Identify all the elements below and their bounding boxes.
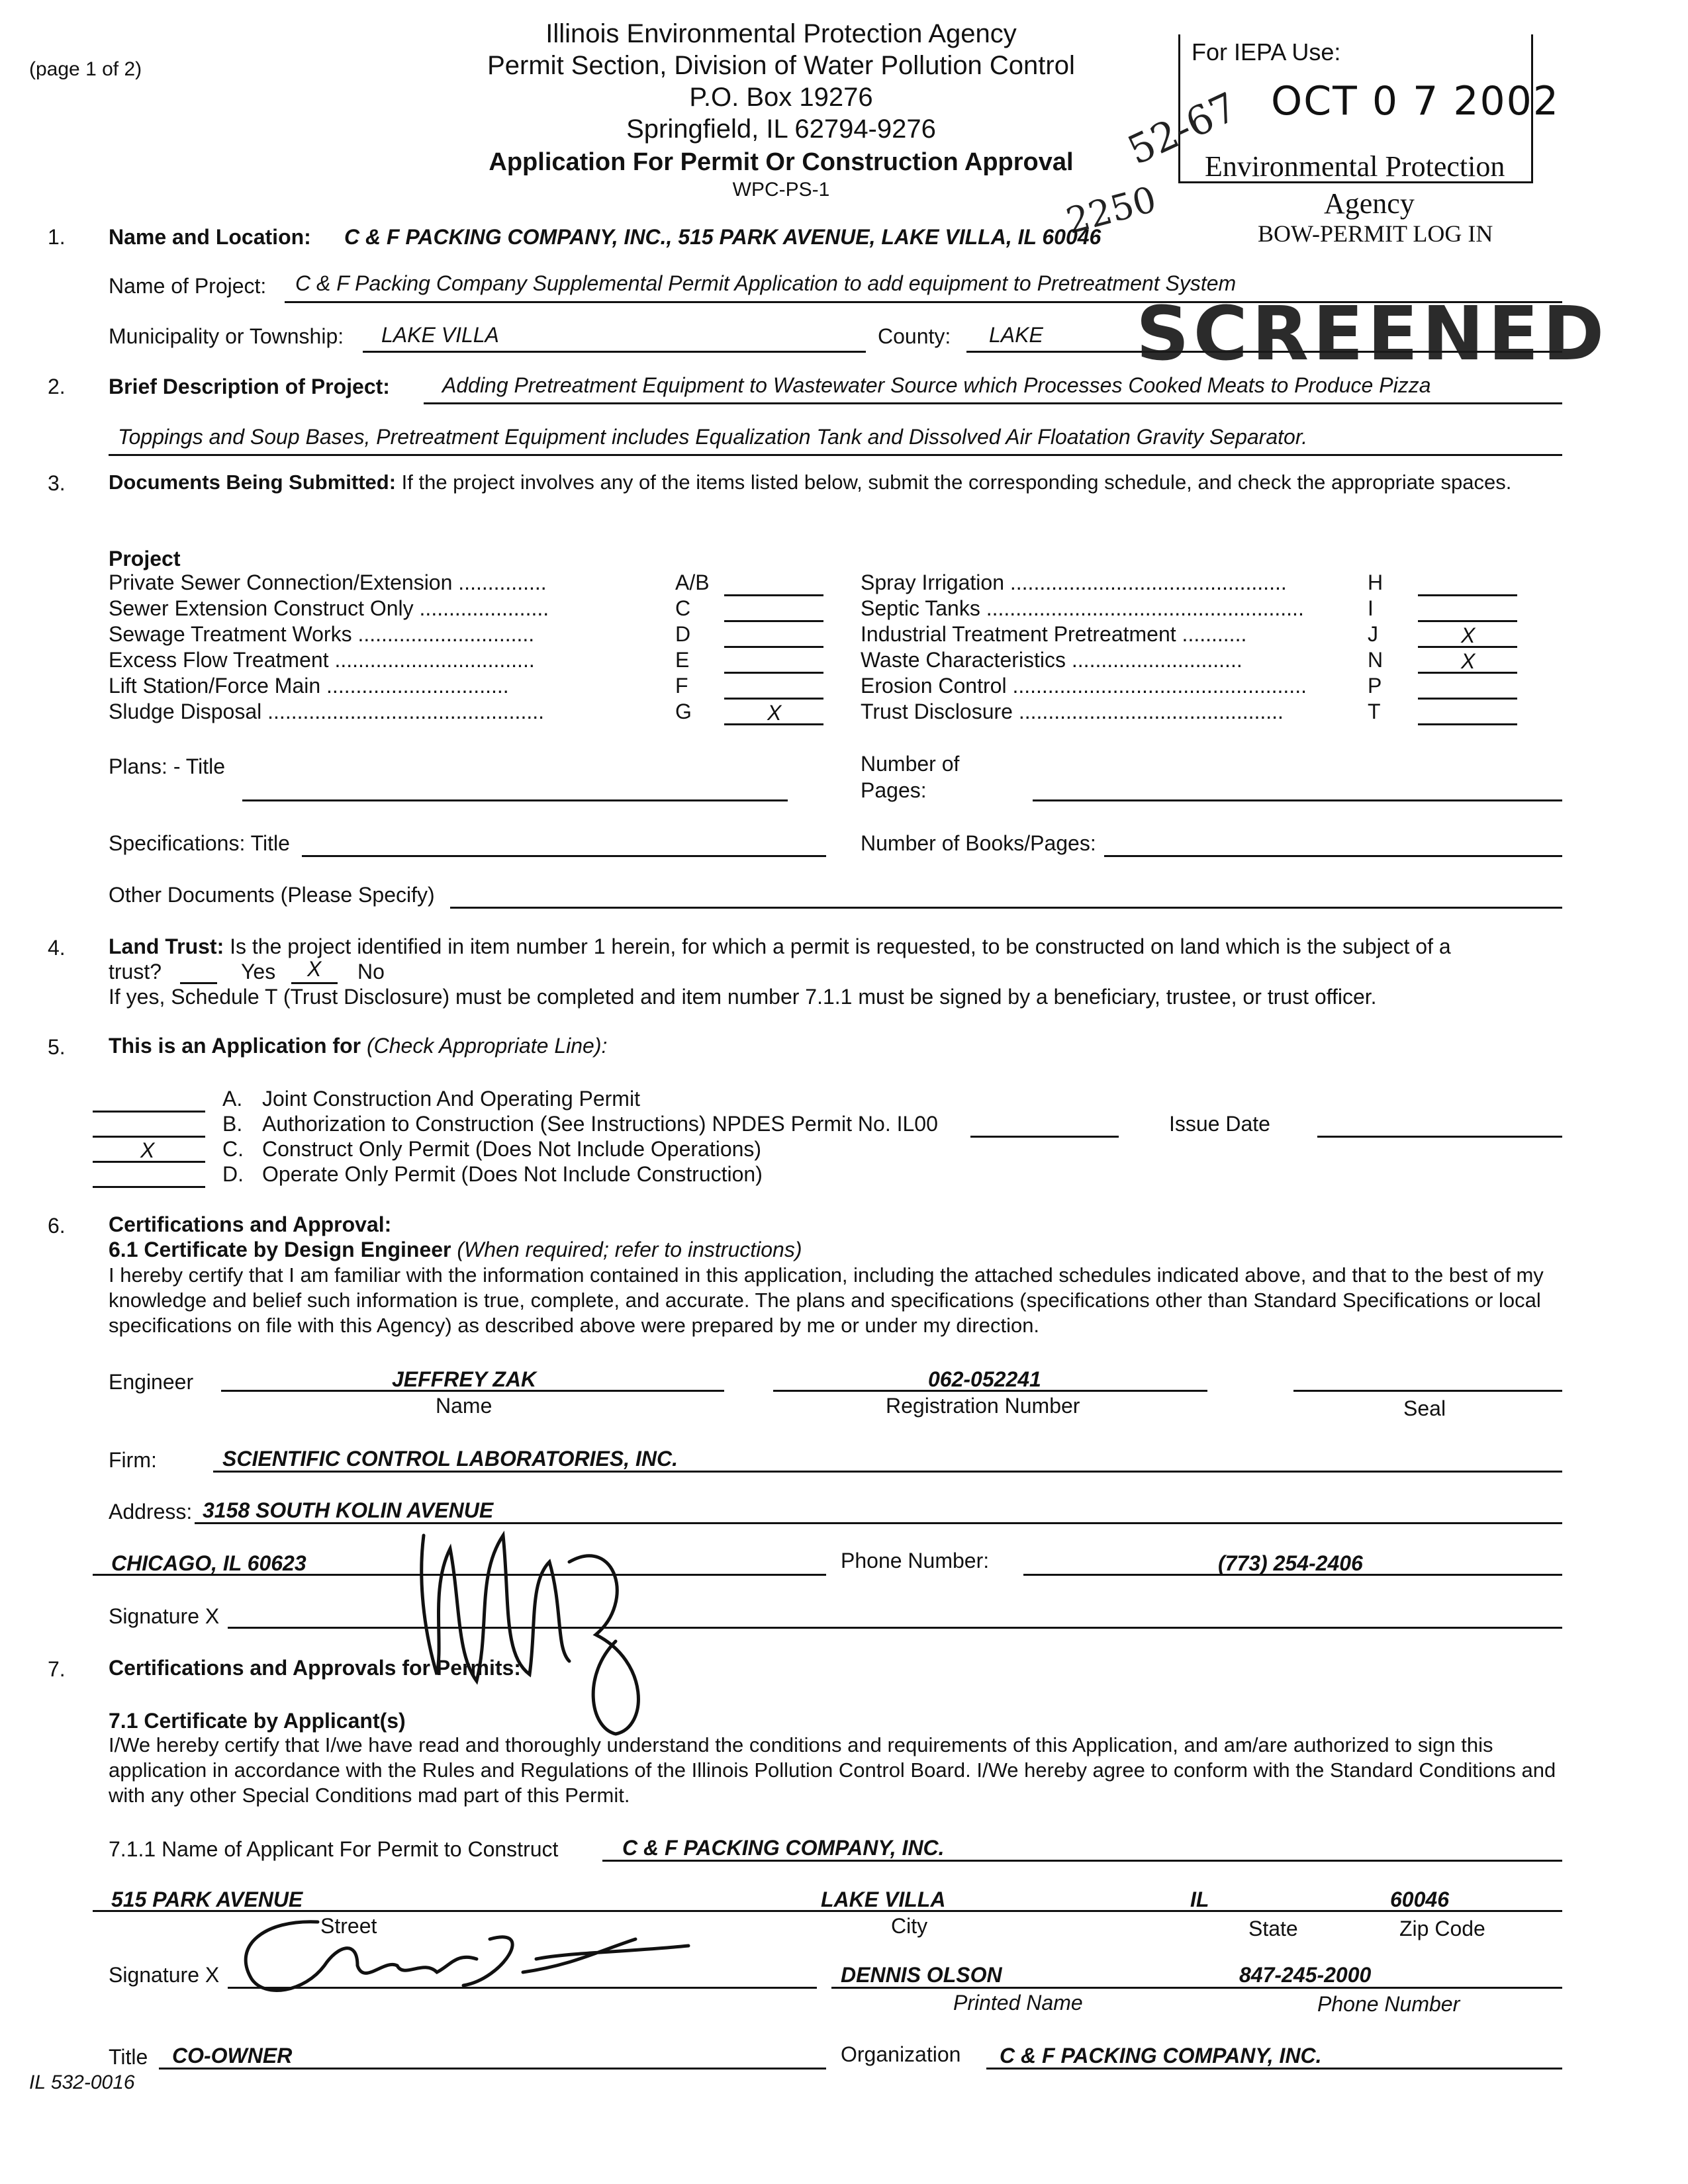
footer-form-code: IL 532-0016 [29, 2071, 135, 2093]
handwritten-number: 52-67 [1121, 83, 1244, 175]
specs-label: Specifications: Title [109, 831, 290, 855]
s7-sub-label: 7.1 Certificate by Applicant(s) [109, 1709, 406, 1733]
schedule-check-line[interactable] [724, 698, 823, 700]
schedule-check-line[interactable] [724, 646, 823, 648]
s6-sub-italic: (When required; refer to instructions) [457, 1238, 802, 1261]
s1-number: 1. [48, 225, 66, 249]
trust-no-mark: X [307, 957, 322, 981]
s4-label: Land Trust: [109, 934, 224, 958]
s6-certification-text: I hereby certify that I am familiar with the information contained in this application, including the attached schedules indicated above, and that to the best of my knowledge and belief such information is true, complete, and accurate. The plans and specifications (specifications other than Standard Specifications or local specifications on file with this Agency) as described above were prepared by me or under my direction. [109, 1263, 1544, 1337]
s3-text: If the project involves any of the items listed below, submit the corresponding schedule, and check the appropriate spaces. [401, 471, 1512, 494]
issue-date-label: Issue Date [1169, 1112, 1270, 1136]
trust-no-label: No [357, 960, 385, 983]
application-type-letter: D. [222, 1162, 244, 1186]
form-id: WPC-PS-1 [732, 179, 830, 201]
application-type-letter: C. [222, 1137, 244, 1161]
agency-pobox: P.O. Box 19276 [689, 83, 873, 112]
screened-stamp: SCREENED [1136, 291, 1609, 377]
engineer-signature-label: Signature X [109, 1604, 220, 1628]
schedule-check-mark: X [767, 701, 782, 725]
phone-label: Phone Number: [841, 1549, 990, 1572]
s7-label: Certifications and Approvals for Permits: [109, 1656, 521, 1680]
schedule-check-line[interactable] [724, 594, 823, 596]
applicant-city: LAKE VILLA [821, 1888, 946, 1911]
s6-label: Certifications and Approval: [109, 1212, 392, 1236]
schedule-check-line[interactable] [1418, 723, 1517, 725]
organization-value: C & F PACKING COMPANY, INC. [1000, 2044, 1322, 2068]
application-type-check-line[interactable] [93, 1186, 205, 1188]
address-value: 3158 SOUTH KOLIN AVENUE [203, 1498, 494, 1522]
applicant-state: IL [1190, 1888, 1209, 1911]
phone-caption: Phone Number [1317, 1992, 1460, 2016]
zip-caption: Zip Code [1399, 1917, 1485, 1940]
schedule-item-code: G [675, 700, 692, 723]
s6-number: 6. [48, 1214, 66, 1238]
form-title: Application For Permit Or Construction Approval [489, 148, 1074, 176]
schedule-item-label: Sewage Treatment Works .............................. [109, 622, 535, 646]
printed-name: DENNIS OLSON [841, 1963, 1002, 1987]
schedule-check-line[interactable] [1418, 698, 1517, 700]
trust-yes-label: Yes [241, 960, 276, 983]
schedule-item-code: J [1368, 622, 1378, 646]
applicant-signature [225, 1913, 702, 2005]
s4-line1 [109, 934, 1451, 959]
schedule-item-code: C [675, 596, 691, 620]
s3-number: 3. [48, 471, 66, 495]
applicant-label: 7.1.1 Name of Applicant For Permit to Construct [109, 1837, 559, 1861]
engineer-name: JEFFREY ZAK [392, 1367, 537, 1391]
applicant-value: C & F PACKING COMPANY, INC. [622, 1836, 945, 1860]
other-docs-label: Other Documents (Please Specify) [109, 883, 435, 907]
schedule-item-label: Industrial Treatment Pretreatment ........... [861, 622, 1247, 646]
s7-certification-text: I/We hereby certify that I/we have read and thoroughly understand the conditions and requirements of this Application, and am/are authorized to sign this application in accordance with the Rules and Regulations of the Illinois Pollution Control Board. I/We hereby agree to conform with the Standard Conditions and with any other Special Conditions mad part of this Permit. [109, 1733, 1556, 1807]
application-type-check-line[interactable] [93, 1136, 205, 1138]
schedule-check-line[interactable] [1418, 620, 1517, 622]
address-label: Address: [109, 1500, 193, 1524]
title-value: CO-OWNER [172, 2044, 293, 2068]
num-pages-label-2: Pages: [861, 778, 927, 802]
project-name-label: Name of Project: [109, 274, 267, 298]
city-caption: City [891, 1914, 928, 1938]
s4-text2: If yes, Schedule T (Trust Disclosure) must be completed and item number 7.1.1 must be signed by a beneficiary, trustee, or trust officer. [109, 985, 1377, 1009]
stamp-line-3: BOW-PERMIT LOG IN [1258, 220, 1493, 247]
engineer-registration: 062-052241 [928, 1367, 1041, 1391]
application-type-check-line[interactable] [93, 1111, 205, 1113]
s4-text1: Is the project identified in item number 1 herein, for which a permit is requested, to be constructed on land which is the subject of a [230, 934, 1451, 958]
s6-sub-heading [109, 1238, 802, 1262]
state-caption: State [1248, 1917, 1298, 1940]
schedule-item-code: T [1368, 700, 1381, 723]
registration-caption: Registration Number [886, 1394, 1080, 1418]
engineer-city: CHICAGO, IL 60623 [111, 1551, 306, 1575]
application-type-text: Joint Construction And Operating Permit [262, 1087, 640, 1111]
organization-label: Organization [841, 2042, 961, 2066]
num-pages-label-1: Number of [861, 752, 960, 776]
schedule-item-code: I [1368, 596, 1374, 620]
schedule-item-label: Private Sewer Connection/Extension ............... [109, 570, 547, 594]
schedule-item-code: N [1368, 648, 1383, 672]
schedule-item-label: Spray Irrigation ............................................... [861, 570, 1287, 594]
s5-number: 5. [48, 1035, 66, 1059]
handwritten-code: 2250 [1062, 178, 1161, 242]
application-type-letter: B. [222, 1112, 243, 1136]
schedule-item-code: E [675, 648, 690, 672]
firm-value: SCIENTIFIC CONTROL LABORATORIES, INC. [222, 1447, 679, 1471]
s3-intro [109, 470, 1565, 495]
schedule-check-mark: X [1461, 623, 1476, 647]
schedule-item-label: Sludge Disposal ............................................... [109, 700, 544, 723]
s7-number: 7. [48, 1657, 66, 1681]
plans-label: Plans: - Title [109, 754, 226, 778]
schedule-check-line[interactable] [724, 672, 823, 674]
schedule-check-mark: X [1461, 649, 1476, 673]
project-name-value: C & F Packing Company Supplemental Permit Application to add equipment to Pretreatment System [295, 271, 1237, 295]
county-value: LAKE [989, 323, 1043, 347]
schedule-item-label: Lift Station/Force Main ............................... [109, 674, 509, 698]
schedule-item-code: A/B [675, 570, 710, 594]
s4-number: 4. [48, 936, 66, 960]
engineer-name-caption: Name [436, 1394, 492, 1418]
s6-sub-label: 6.1 Certificate by Design Engineer [109, 1238, 451, 1261]
municipality-value: LAKE VILLA [381, 323, 499, 347]
s5-heading [109, 1034, 607, 1058]
schedule-item-label: Trust Disclosure ............................................. [861, 700, 1284, 723]
stamp-line-2: Agency [1324, 187, 1415, 220]
applicant-signature-label: Signature X [109, 1963, 220, 1987]
application-type-text: Operate Only Permit (Does Not Include Construction) [262, 1162, 763, 1186]
schedule-item-label: Waste Characteristics ............................. [861, 648, 1243, 672]
county-label: County: [878, 324, 951, 348]
schedule-item-label: Excess Flow Treatment .................................. [109, 648, 535, 672]
application-type-check-mark: X [140, 1138, 155, 1162]
schedule-item-label: Septic Tanks ...................................................... [861, 596, 1304, 620]
schedule-check-line[interactable] [1418, 594, 1517, 596]
engineer-label: Engineer [109, 1370, 194, 1394]
stamp-line-1: Environmental Protection [1205, 150, 1505, 183]
printed-name-caption: Printed Name [953, 1991, 1083, 2015]
s2-description-line1: Adding Pretreatment Equipment to Wastewater Source which Processes Cooked Meats to Produce Pizza [442, 373, 1431, 397]
title-label: Title [109, 2045, 148, 2069]
s5-label-italic: (Check Appropriate Line): [366, 1034, 608, 1058]
project-heading: Project [109, 547, 181, 570]
s3-label: Documents Being Submitted: [109, 471, 397, 494]
agency-section: Permit Section, Division of Water Pollution Control [487, 51, 1075, 80]
firm-label: Firm: [109, 1448, 157, 1472]
trust-question: trust? [109, 960, 162, 983]
s2-description-line2: Toppings and Soup Bases, Pretreatment Equipment includes Equalization Tank and Dissolved Air Floatation Gravity Separator. [118, 425, 1308, 449]
municipality-label: Municipality or Township: [109, 324, 344, 348]
application-type-letter: A. [222, 1087, 243, 1111]
schedule-item-label: Erosion Control .................................................. [861, 674, 1307, 698]
schedule-item-code: F [675, 674, 688, 698]
schedule-check-line[interactable] [724, 620, 823, 622]
s2-label: Brief Description of Project: [109, 375, 390, 398]
agency-city: Springfield, IL 62794-9276 [626, 114, 936, 144]
applicant-zip: 60046 [1390, 1888, 1449, 1911]
engineer-signature [397, 1509, 675, 1747]
date-stamp: OCT 0 7 2002 [1271, 78, 1560, 124]
application-type-text: Construct Only Permit (Does Not Include Operations) [262, 1137, 762, 1161]
seal-caption: Seal [1403, 1396, 1446, 1420]
s1-value: C & F PACKING COMPANY, INC., 515 PARK AVENUE, LAKE VILLA, IL 60046 [344, 225, 1102, 249]
street-caption: Street [320, 1914, 377, 1938]
s1-label: Name and Location: [109, 225, 311, 249]
schedule-item-label: Sewer Extension Construct Only ...................... [109, 596, 549, 620]
applicant-street: 515 PARK AVENUE [111, 1888, 303, 1911]
page-label: (page 1 of 2) [29, 58, 142, 80]
s5-label: This is an Application for [109, 1034, 361, 1058]
application-type-text: Authorization to Construction (See Instructions) NPDES Permit No. IL00 [262, 1112, 938, 1136]
engineer-phone: (773) 254-2406 [1218, 1551, 1363, 1575]
applicant-phone: 847-245-2000 [1239, 1963, 1372, 1987]
agency-name: Illinois Environmental Protection Agency [545, 19, 1017, 48]
iepa-use-label: For IEPA Use: [1192, 38, 1341, 66]
schedule-item-code: D [675, 622, 691, 646]
schedule-item-code: H [1368, 570, 1383, 594]
schedule-item-code: P [1368, 674, 1382, 698]
books-label: Number of Books/Pages: [861, 831, 1096, 855]
s2-number: 2. [48, 375, 66, 398]
